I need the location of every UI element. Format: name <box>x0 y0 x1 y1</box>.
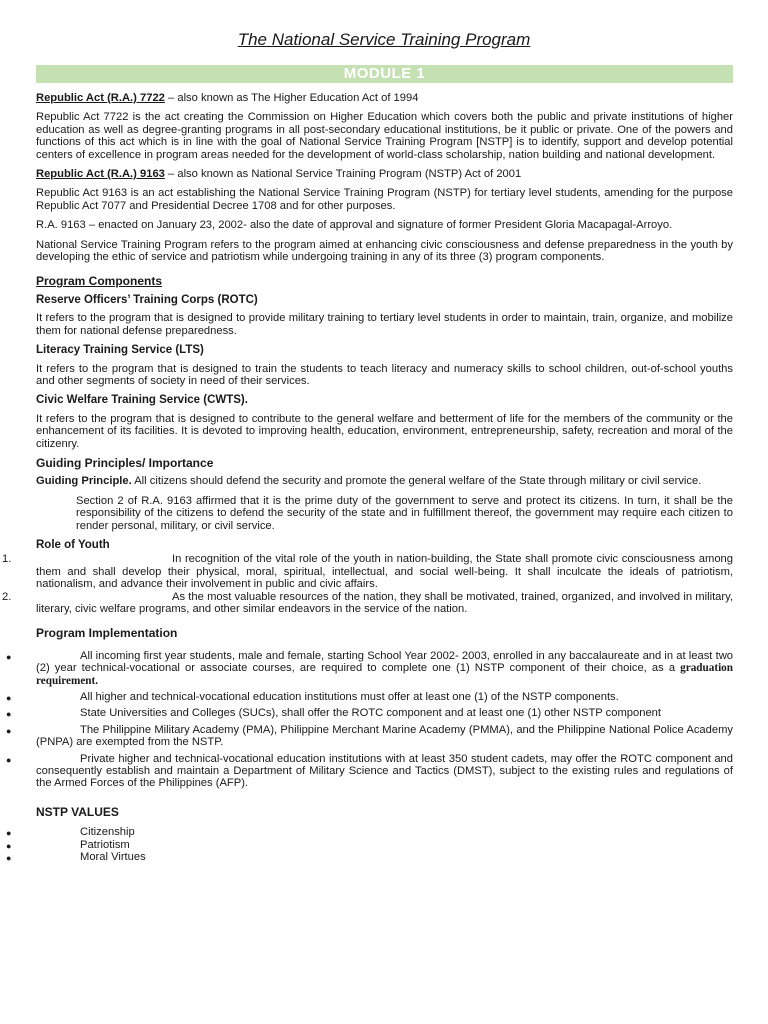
ra9163-subtitle: – also known as National Service Training Program (NSTP) Act of 2001 <box>164 168 522 181</box>
list-text: Moral Virtues <box>80 851 146 864</box>
ra9163-body-1: Republic Act 9163 is an act establishing the National Service Training Program (NSTP) for tertiary level students, amending for the purpose Republic Act 7077 and Presidential Decree 1708 and for other purposes. <box>36 187 733 212</box>
ra7722-title: Republic Act (R.A.) 7722 <box>36 92 165 104</box>
lts-body: It refers to the program that is designed to train the students to teach literacy and numeracy skills to school children, out-of-school youths and other segments of society in need of their services. <box>36 362 733 387</box>
lts-heading: Literacy Training Service (LTS) <box>36 344 204 357</box>
list-item <box>2 553 733 591</box>
ra9163-body-2: R.A. 9163 – enacted on January 23, 2002- also the date of approval and signature of former President Gloria Macapagal-Arroyo. <box>36 219 673 232</box>
list-item <box>6 723 733 749</box>
cwts-body: It refers to the program that is designed to contribute to the general welfare and betterment of life for the members of the community or the enhancement of its facilities. It is devoted to improving health, education, environment, entrepreneurship, safety, recreation and moral of the citizenry. <box>36 412 733 450</box>
rotc-body: It refers to the program that is designed to provide military training to tertiary level students in order to maintain, train, organize, and mobilize them for national defense preparedness. <box>36 312 733 337</box>
list-item <box>6 826 733 839</box>
bullet-icon: ● <box>6 693 12 704</box>
ra9163-title: Republic Act (R.A.) 9163 <box>36 168 165 181</box>
list-text: All higher and technical-vocational education institutions must offer at least one (1) of the NSTP components. <box>80 691 619 704</box>
bullet-icon: ● <box>6 651 12 662</box>
program-components-heading: Program Components <box>36 274 163 289</box>
bullet-icon: ● <box>6 725 12 736</box>
nstp-values-section <box>6 804 733 864</box>
list-item <box>6 851 733 864</box>
program-implementation-heading: Program Implementation <box>36 626 178 641</box>
ra9163-heading <box>36 168 733 180</box>
guiding-principle-label: Guiding Principle. <box>36 475 132 488</box>
list-text: In recognition of the vital role of the youth in nation-building, the State shall promote civic consciousness among them and shall develop their physical, moral, spiritual, intellectual, and social well-being. It shall inculcate the ideals of patriotism, nationalism, and advance their involvement in public and civic affairs. <box>36 553 733 591</box>
ra7722-body: Republic Act 7722 is the act creating the Commission on Higher Education which covers both the public and private institutions of higher education as well as degree-granting programs in all post-secondary educational institutions, be it public or private. One of the powers and functions of this act which is in line with the goal of National Service Training Program [NSTP] is to identify, support and develop potential centers of excellence in program areas needed for the development of world-class scholarship, nation building and national development. <box>36 111 733 161</box>
role-of-youth-heading: Role of Youth <box>36 538 110 551</box>
bullet-icon: ● <box>6 853 12 864</box>
guiding-principle-text: All citizens should defend the security and promote the general welfare of the State through military or civil service. <box>131 475 702 488</box>
list-item <box>2 590 733 616</box>
module-banner: MODULE 1 <box>36 65 733 83</box>
document-body <box>2 92 733 864</box>
list-item <box>6 752 733 790</box>
list-number: 2. <box>2 590 12 603</box>
ra9163-body-3: National Service Training Program refers to the program aimed at enhancing civic consciousness and defense preparedness in the youth by developing the ethic of service and patriotism while undergoing training in any of its three (3) program components. <box>36 238 733 264</box>
section-2-paragraph: Section 2 of R.A. 9163 affirmed that it is the prime duty of the government to serve and protect its citizens. In turn, it shall be the responsibility of the citizens to defend the security of the state and in fulfillment thereof, the government may require each citizen to render personal, military, or civil service. <box>76 494 733 532</box>
list-number: 1. <box>2 553 12 566</box>
rotc-heading: Reserve Officers’ Training Corps (ROTC) <box>36 293 258 306</box>
list-text: The Philippine Military Academy (PMA), Philippine Merchant Marine Academy (PMMA), and the Philippine National Police Academy (PNPA) are exempted from the NSTP. <box>36 723 733 749</box>
page-title: The National Service Training Program <box>237 30 531 49</box>
bullet-icon: ● <box>6 709 12 720</box>
bullet-icon: ● <box>6 828 12 839</box>
list-item <box>6 691 733 704</box>
list-text: Patriotism <box>80 838 130 851</box>
graduation-requirement-text: graduation requirement. <box>36 662 733 687</box>
list-item <box>6 649 733 687</box>
list-text: Private higher and technical-vocational education institutions with at least 350 student cadets, may offer the ROTC component and consequently establish and maintain a Department of Military Science and Tactics (DMST), subject to the existing rules and regulations of the Armed Forces of the Philippines (AFP). <box>36 752 733 790</box>
list-text: State Universities and Colleges (SUCs), shall offer the ROTC component and at least one (1) other NSTP component <box>80 707 661 720</box>
list-text: All incoming first year students, male and female, starting School Year 2002- 2003, enrolled in any baccalaureate and in at least two (2) year technical-vocational or associate courses, are required to complete one (1) NSTP component of their choice, as a <box>36 649 733 675</box>
list-item <box>6 707 733 720</box>
guiding-principle <box>36 475 733 487</box>
ra7722-heading <box>36 92 733 104</box>
list-item <box>6 838 733 851</box>
bullet-icon: ● <box>6 754 12 765</box>
guiding-principles-heading: Guiding Principles/ Importance <box>36 455 214 470</box>
bullet-icon: ● <box>6 840 12 851</box>
list-text: Citizenship <box>80 826 135 839</box>
ra7722-subtitle: – also known as The Higher Education Act of 1994 <box>164 92 419 104</box>
nstp-values-heading: NSTP VALUES <box>36 804 119 819</box>
list-text: As the most valuable resources of the nation, they shall be motivated, trained, organized, and involved in military, literary, civic welfare programs, and other similar endeavors in the service of the nation. <box>36 590 733 615</box>
cwts-heading: Civic Welfare Training Service (CWTS). <box>36 394 248 407</box>
